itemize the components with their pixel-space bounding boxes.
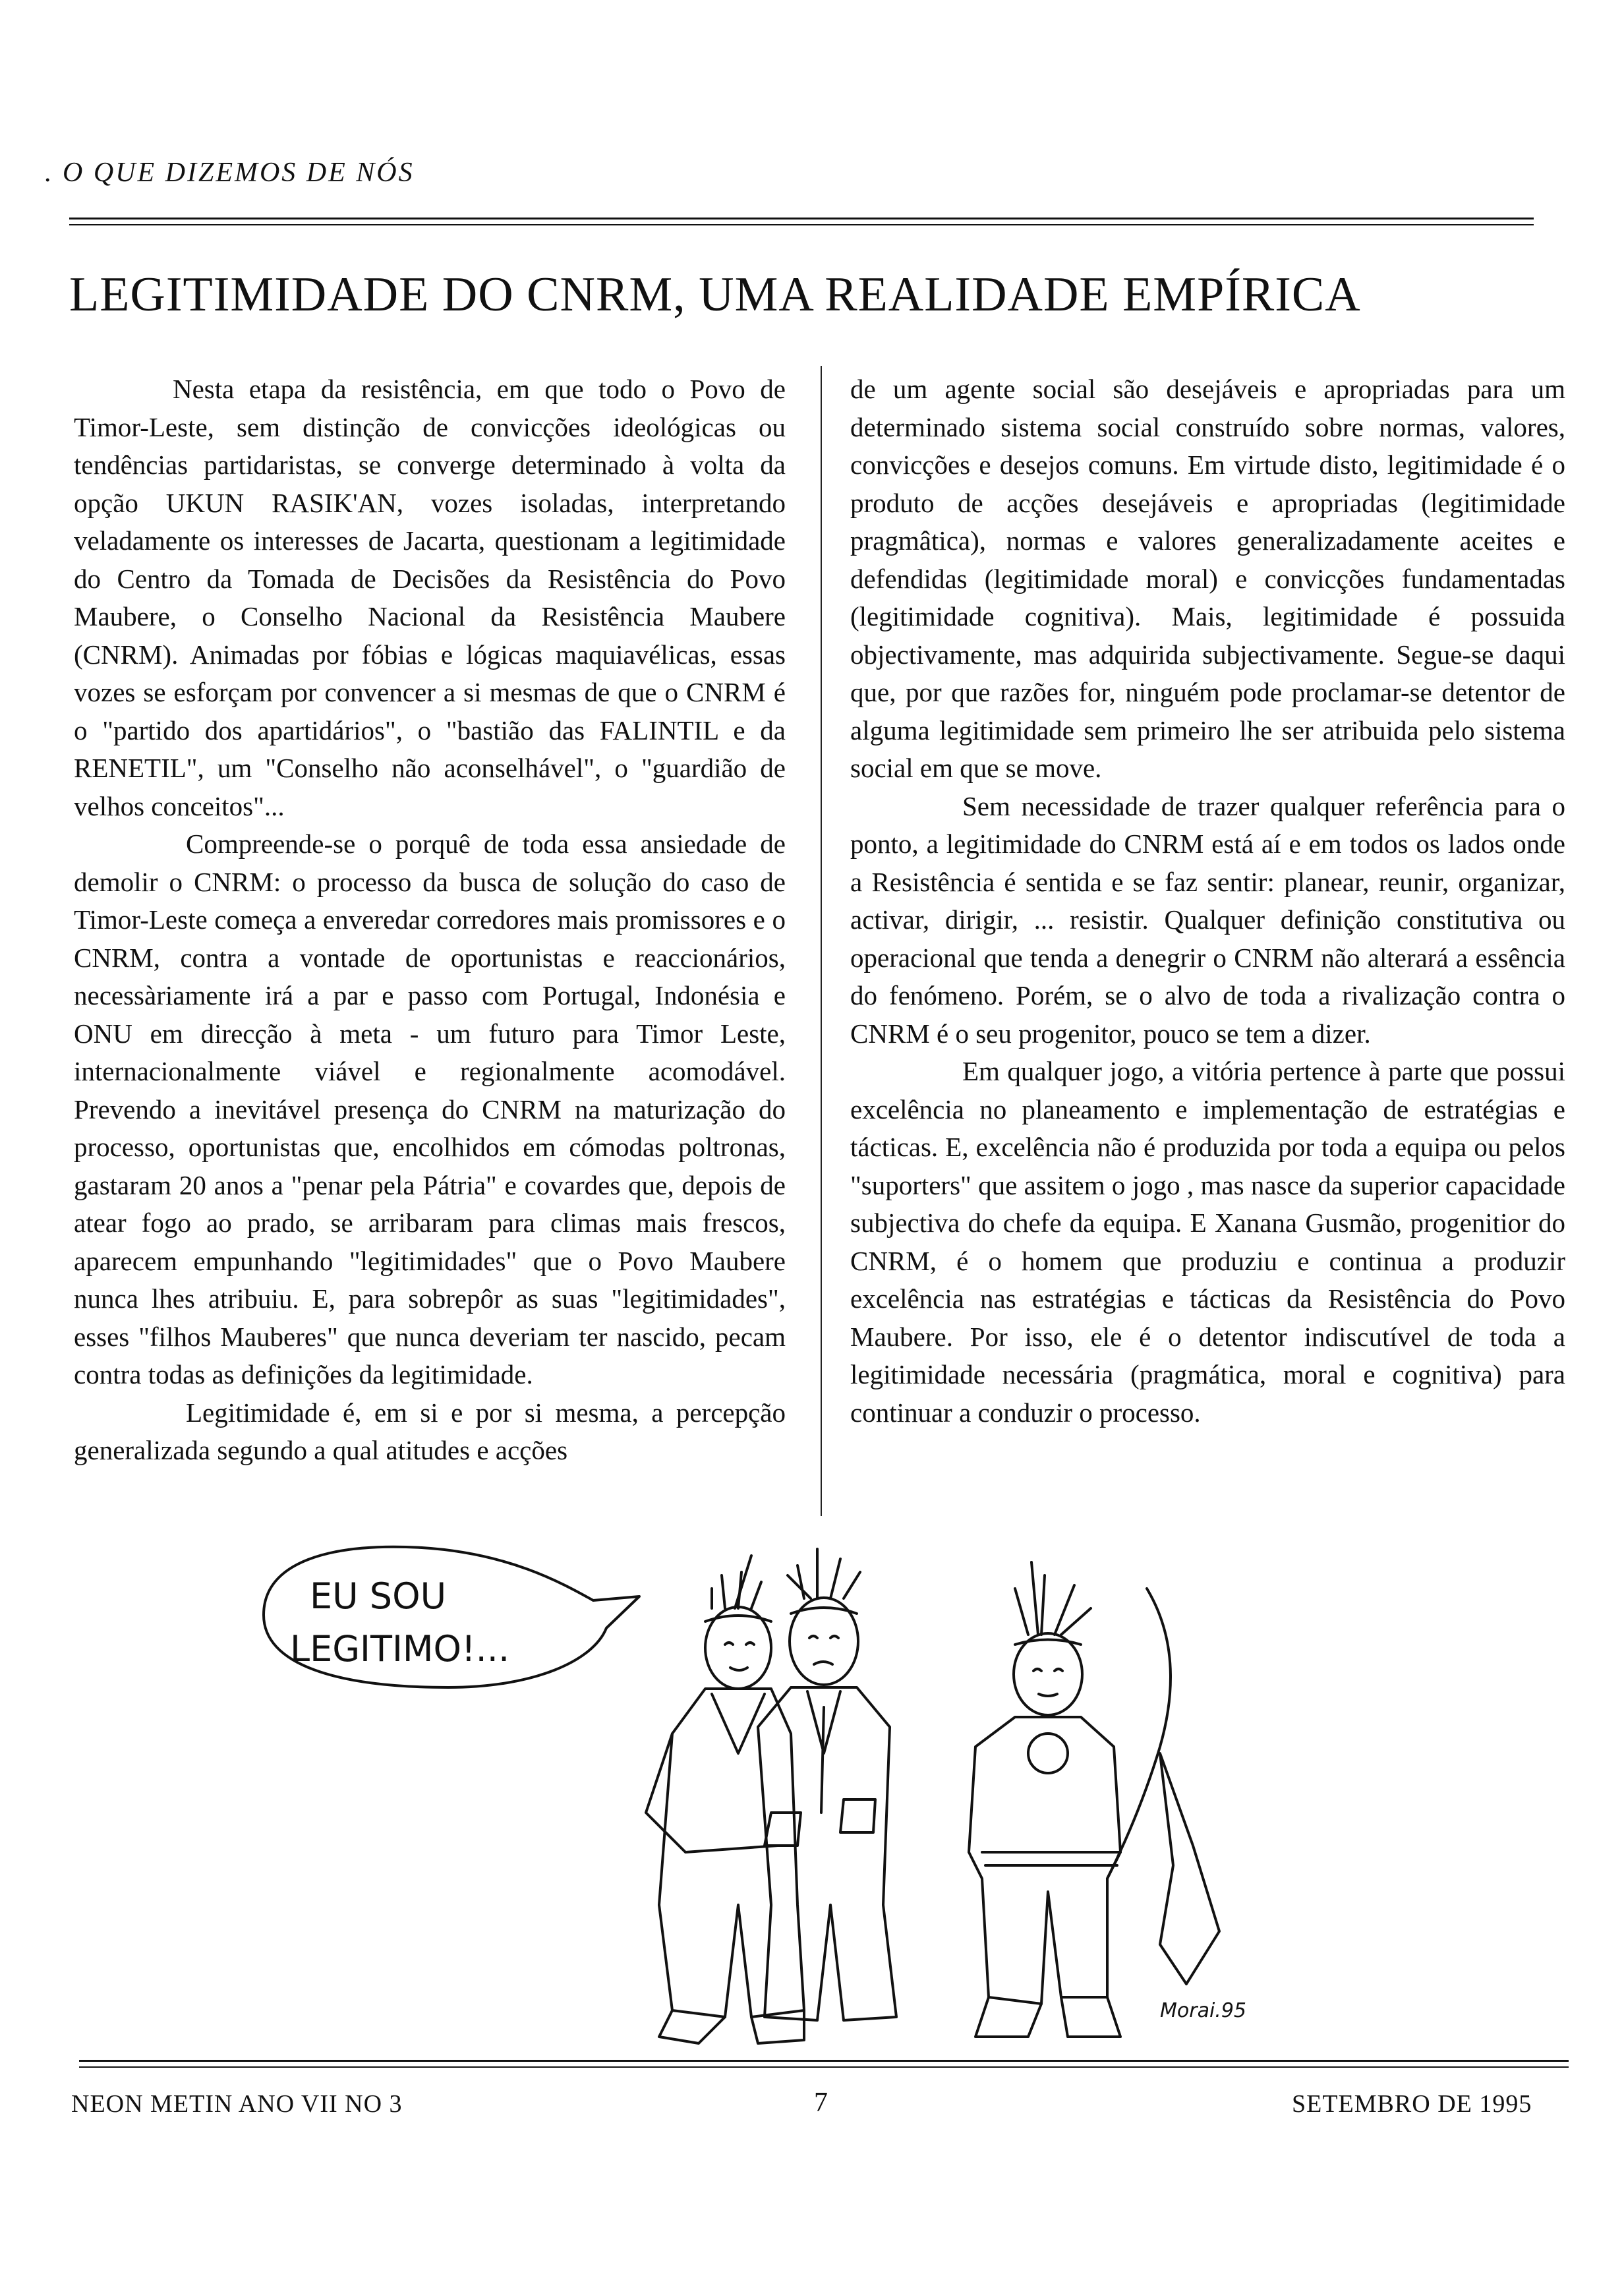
footer-date: SETEMBRO DE 1995 <box>1292 2090 1532 2118</box>
section-label <box>45 157 415 189</box>
face-center <box>790 1598 858 1685</box>
face-warrior <box>1014 1633 1082 1715</box>
header-rule-top <box>69 218 1534 219</box>
left-paragraph-3: Legitimidade é, em si e por si mesma, a percepção generalizada segundo a qual atitudes e acções <box>74 1397 786 1465</box>
header-rule-bottom <box>69 224 1534 225</box>
footer-rule-top <box>79 2060 1569 2062</box>
article-title: LEGITIMIDADE DO CNRM, UMA REALIDADE EMPÍRICA <box>69 268 1361 322</box>
left-paragraph-2: Compreende-se o porquê de toda essa ansiedade de demolir o CNRM: o processo da busca de solução do caso de Timor-Leste começa a enveredar corredores mais promissores e o CNRM, contra a vontade de oportunistas e reaccionários, necessàriamente irá a par e passo com Portugal, Indonésia e ONU em direcção à meta - um futuro para Timor Leste, internacionalmente viável e regionalmente acomodável. Prevendo a inevitável presença do CNRM na maturização do processo, oportunistas que, encolhidos em cómodas poltronas, gastaram 20 anos a "penar pela Pátria" e covardes que, depois de atear fogo ao prado, se arribaram para climas mais frescos, aparecem empunhando "legitimidades" que o Povo Maubere nunca lhes atribuiu. E, para sobrepôr as suas "legitimidades", esses "filhos Mauberes" que nunca deveriam ter nascido, pecam contra todas as definições da legitimidade. <box>74 829 786 1389</box>
column-divider <box>821 366 822 1516</box>
article-left-column <box>74 370 786 1470</box>
right-paragraph-1: de um agente social são desejáveis e apropriadas para um determinado sistema social construído sobre normas, valores, convicções e desejos comuns. Em virtude disto, legitimidade é o produto de acções desejáveis e apropriadas (legitimidade pragmâtica), normas e valores generalizadamente aceites e defendidas (legitimidade moral) e convicções fundamentadas (legitimidade cognitiva). Mais, legitimidade é possuida objectivamente, mas adquirida subjectivamente. Segue-se daqui que, por que razões for, ninguém pode proclamar-se detentor de alguma legitimidade sem primeiro lhe ser atribuida pelo sistema social em que se move. <box>850 374 1565 783</box>
footer-rule-bottom <box>79 2066 1569 2068</box>
disc-pendant <box>1028 1734 1068 1773</box>
shield-leaf <box>1160 1753 1219 1984</box>
feather-headdress-center <box>788 1549 860 1598</box>
feather-headdress-left <box>712 1556 761 1608</box>
cup-right <box>840 1799 875 1832</box>
left-paragraph-1: Nesta etapa da resistência, em que todo o Povo de Timor-Leste, sem distinção de convicções ideológicas ou tendências partidaristas, se converge determinado à volta da opção UKUN RASIK'AN, vozes isoladas, interpretando veladamente os interesses de Jacarta, questionam a legitimidade do Centro da Tomada de Decisões da Resistência do Povo Maubere, o Conselho Nacional da Resistência Maubere (CNRM). Animadas por fóbias e lógicas maquiavélicas, essas vozes se esforçam por convencer a si mesmas de que o CNRM é o "partido dos apartidários", o "bastião das FALINTIL e da RENETIL", um "Conselho não aconselhável", o "guardião de velhos conceitos"... <box>74 374 786 821</box>
section-label-text: O QUE DIZEMOS DE NÓS <box>63 158 415 188</box>
footer-publication: NEON METIN ANO VII NO 3 <box>71 2090 403 2118</box>
speech-line-1: EU SOU <box>310 1575 447 1617</box>
article-right-column <box>850 370 1565 1432</box>
right-paragraph-2: Sem necessidade de trazer qualquer referência para o ponto, a legitimidade do CNRM está aí e em todos os lados onde a Resistência é sentida e se faz sentir: planear, reunir, organizar, activar, dirigir, ... resistir. Qualquer definição constitutiva ou operacional que tenda a denegrir o CNRM não alterará a essência do fenómeno. Porém, se o alvo de toda a rivalização contra o CNRM é o seu progenitor, pouco se tem a dizer. <box>850 790 1565 1049</box>
right-paragraph-3: Em qualquer jogo, a vitória pertence à parte que possui excelência no planeamento e implementação de estratégias e tácticas. E, excelência não é produzida por toda a equipa ou pelos "suporters" que assitem o jogo , mas nasce da superior capacidade subjectiva do chefe da equipa. E Xanana Gusmão, progenitior do CNRM, é o homem que produziu e continua a produzir excelência nas estratégias e tácticas da Resistência do Povo Maubere. Por isso, ele é o detentor indiscutível de toda a legitimidade necessária (pragmática, moral e cognitiva) para continuar a conduzir o processo. <box>850 1056 1565 1428</box>
speech-line-2: LEGITIMO!... <box>290 1628 510 1670</box>
cartoon-illustration <box>250 1536 1279 2063</box>
sword <box>1107 1589 1171 1879</box>
warrior-body <box>969 1717 1120 2004</box>
section-label-dash: . <box>45 158 63 188</box>
footer-page-number: 7 <box>814 2088 828 2118</box>
feather-headdress-warrior <box>1015 1562 1091 1635</box>
face-left <box>705 1607 771 1689</box>
artist-signature: Morai.95 <box>1160 1999 1247 2022</box>
belt <box>982 1852 1120 1865</box>
